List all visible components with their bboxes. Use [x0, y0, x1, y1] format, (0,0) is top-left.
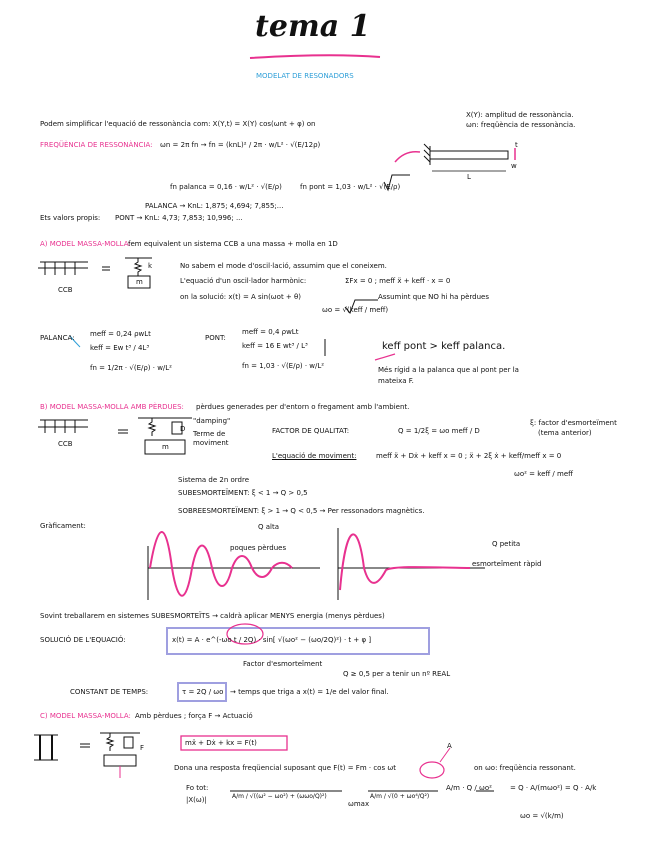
motion-eq: meff ẍ + Dẋ + keff x = 0 ; ẍ + 2ξ ẋ + keff/meff x = 0 [376, 452, 562, 460]
palanca-values: PALANCA → KnL: 1,875; 4,694; 7,855;... [145, 202, 284, 210]
frequency-response: Dona una resposta freqüencial suposant que F(t) = Fm · cos ωt [174, 764, 396, 772]
tau-desc: → temps que triga a x(t) = 1/e del valor final. [230, 688, 389, 696]
quality-factor-label: FACTOR DE QUALITAT: [272, 427, 350, 435]
palanca-fn: fn = 1/2π · √(E/ρ) · w/L² [90, 364, 172, 372]
graph-overdamped [338, 528, 485, 600]
eigen-label: Ets valors propis: [40, 214, 101, 222]
beam-t-label: t [515, 141, 518, 149]
mass-m-label-b: m [162, 443, 169, 451]
ccb-label-a: CCB [58, 286, 73, 294]
palanca-meff: meff = 0,24 ρwLt [90, 330, 151, 338]
k-comparison: keff pont > keff palanca. [382, 341, 506, 352]
solution-eq: x(t) = A · e^(-ωo t / 2Q) · sin[ √(ωo² − (ωo/2Q)²) · t + φ ] [172, 636, 372, 644]
response-fraction-2: A/m / √(0 + ωo⁴/Q²) [370, 793, 430, 800]
w0-km: ωo = √(k/m) [520, 812, 564, 820]
beam-l-label: L [467, 173, 471, 181]
damping-factor-label: Factor d'esmorteïment [243, 660, 323, 668]
damping-label: "damping" [193, 417, 231, 425]
pont-meff: meff = 0,4 ρwLt [242, 328, 299, 336]
beam-w-label: w [511, 162, 517, 170]
harmonic-eq: ΣFx = 0 ; meff ẍ + keff · x = 0 [345, 277, 451, 285]
motion-eq-label: L'equació de moviment: [272, 452, 357, 460]
pont-fn: fn = 1,03 · √(E/ρ) · w/L² [242, 362, 325, 370]
few-losses-label: poques pèrdues [230, 544, 287, 552]
ccb-label-b: CCB [58, 440, 73, 448]
solution-a: on la solució: x(t) = A sin(ωot + θ) [180, 293, 302, 301]
x-omega: |X(ω)| [186, 796, 207, 804]
resonant-note: on ωo: freqüència ressonant. [474, 764, 576, 772]
freq-label: FREQÜÈNCIA DE RESSONÀNCIA: [40, 141, 153, 149]
w0-formula: ωo = √(keff / meff) [322, 306, 389, 314]
intro-note-1: X(Y): amplitud de ressonància. [466, 111, 574, 119]
ccb-drawing-a [38, 258, 152, 288]
bullet-harmonic: L'equació d'un oscil·lador harmònic: [180, 277, 307, 285]
terme-label: Terme de moviment [193, 430, 229, 447]
fast-damping-label: esmorteïment ràpid [472, 560, 542, 568]
time-constant-label: CONSTANT DE TEMPS: [70, 688, 149, 696]
solution-label: SOLUCIÓ DE L'EQUACIÓ: [40, 636, 126, 644]
beam-drawing [395, 144, 515, 171]
overdamped: SOBREESMORTEÏMENT: ξ > 1 → Q < 0,5 → Per ressonadors magnètics. [178, 507, 425, 515]
force-f-label: F [140, 744, 145, 752]
graphically-label: Gràficament: [40, 522, 86, 530]
spring-k-label: k [148, 262, 153, 270]
quality-factor-formula: Q = 1/2ξ = ωo meff / D [398, 427, 480, 435]
ccb-drawing-c [34, 733, 140, 778]
q-condition: Q ≥ 0,5 per a tenir un nº REAL [343, 670, 451, 678]
k-comparison-3: mateixa F. [378, 377, 414, 385]
forced-eq: mẍ + Dẋ + kx = F(t) [185, 739, 257, 747]
pont-keff: keff = 16 E wt³ / L³ [242, 342, 308, 350]
no-losses: Assumint que NO hi ha pèrdues [378, 293, 489, 301]
q-high-label: Q alta [258, 523, 280, 531]
section-b-desc: pèrdues generades per d'entorn o fregament amb l'ambient. [196, 403, 410, 411]
pont-label: PONT: [205, 334, 226, 342]
q-low-label: Q petita [492, 540, 521, 548]
response-fraction-4: = Q · A/(mωo²) = Q · A/k [510, 784, 597, 792]
w0-squared: ωo² = keff / meff [514, 470, 573, 478]
fn-pont: fn pont = 1,03 · w/L² · √(E/ρ) [300, 183, 401, 191]
title-underline [250, 55, 380, 58]
graph-underdamped [148, 532, 320, 600]
response-fraction-3: A/m · Q / ωo² [446, 784, 492, 792]
section-c-desc: Amb pèrdues ; força F → Actuació [135, 712, 253, 720]
often-underdamped: Sovint treballarem en sistemes SUBESMORTEÏTS → caldrà aplicar MENYS energia (menys pèrdues) [40, 612, 385, 620]
mass-m-label: m [136, 278, 143, 286]
pont-values: PONT → KnL: 4,73; 7,853; 10,996; ... [115, 214, 243, 222]
bullet-mode: No sabem el mode d'oscil·lació, assumim que el coneixem. [180, 262, 387, 270]
label-a: A [447, 742, 452, 750]
palanca-keff: keff = Ew t³ / 4L³ [90, 344, 150, 352]
section-c-heading: C) MODEL MASSA-MOLLA: [40, 712, 131, 720]
tau-formula: τ = 2Q / ωo [182, 688, 224, 696]
section-a-heading: A) MODEL MASSA-MOLLA: [40, 240, 131, 248]
intro-note-2: ωn: freqüència de ressonància. [466, 121, 576, 129]
section-a-desc: fem equivalent un sistema CCB a una massa + molla en 1D [128, 240, 338, 248]
omega-max: ωmax [348, 800, 370, 808]
xi-note: ξ: factor d'esmorteïment [530, 419, 617, 427]
page-subtitle: MODELAT DE RESONADORS [256, 72, 354, 80]
page-title: tema 1 [255, 9, 371, 44]
underdamped: SUBESMORTEÏMENT: ξ < 1 → Q > 0,5 [178, 489, 308, 497]
damper-d-label: D [180, 425, 186, 433]
xi-note-2: (tema anterior) [538, 429, 592, 437]
section-b-heading: B) MODEL MASSA-MOLLA AMB PÈRDUES: [40, 403, 184, 411]
k-comparison-2: Més rígid a la palanca que al pont per la [378, 366, 519, 374]
intro-text: Podem simplificar l'equació de ressonància com: X(Y,t) = X(Y) cos(ωnt + φ) on [40, 120, 316, 128]
fn-palanca: fn palanca = 0,16 · w/L² · √(E/ρ) [170, 183, 282, 191]
second-order: Sistema de 2n ordre [178, 476, 250, 484]
palanca-label: PALANCA: [40, 334, 75, 342]
response-fraction: A/m / √((ω² − ωo²) + (ωωo/Q)²) [232, 793, 327, 800]
freq-formula: ωn = 2π fn → fn = (knL)² / 2π · w/L² · √(E/12ρ) [160, 141, 321, 149]
fo-label: Fo tot: [186, 784, 209, 792]
